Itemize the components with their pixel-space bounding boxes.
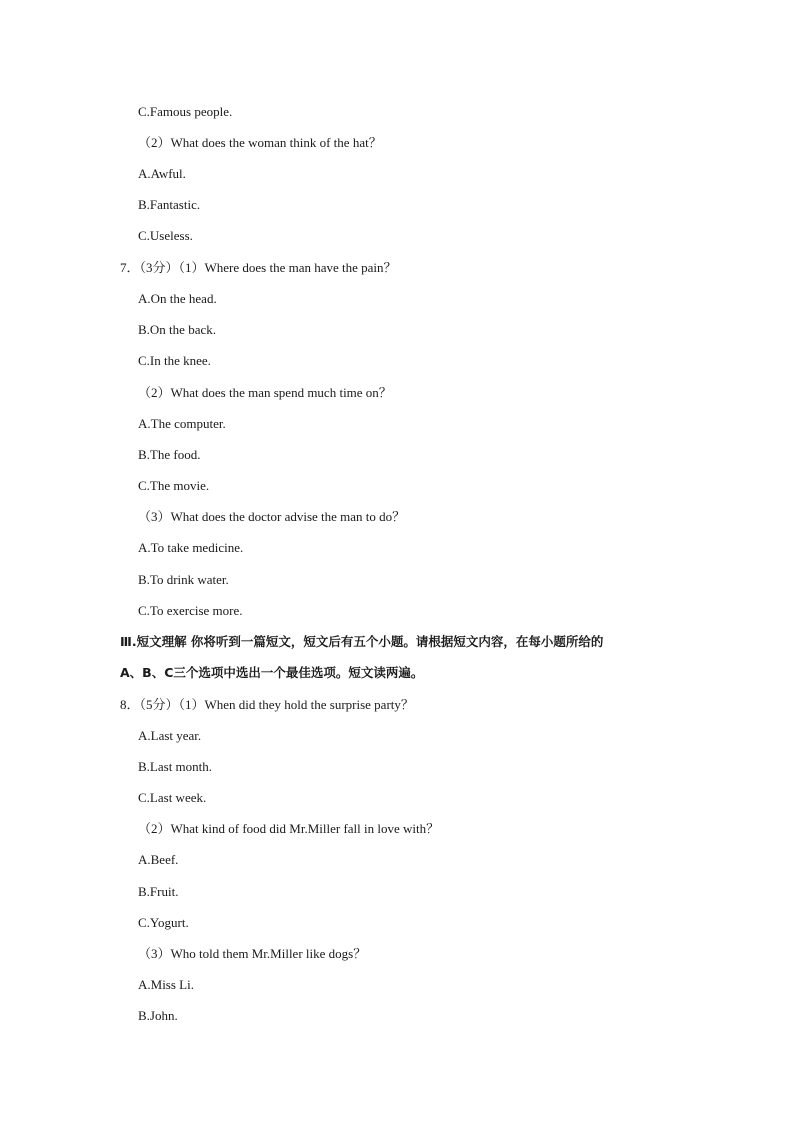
q8-sub2-option-c: C.Yogurt.: [138, 915, 189, 930]
q8-sub2-option-a: A.Beef.: [138, 852, 179, 867]
q8-subquestion-2: （2）What kind of food did Mr.Miller fall in love with？: [138, 821, 440, 836]
q7-subquestion-3: （3）What does the doctor advise the man to do？: [138, 509, 406, 524]
q7-sub3-option-a: A.To take medicine.: [138, 540, 244, 555]
q8-sub1-option-a: A.Last year.: [138, 728, 202, 743]
section-3-heading-line-2: A、B、C三个选项中选出一个最佳选项。短文读两遍。: [120, 665, 424, 680]
q8-stem: 8．（5分）（1）When did they hold the surprise party？: [120, 697, 414, 712]
q7-sub1-option-b: B.On the back.: [138, 322, 216, 337]
q7-sub1-option-a: A.On the head.: [138, 291, 217, 306]
q7-sub3-option-b: B.To drink water.: [138, 572, 229, 587]
q8-subquestion-3: （3）Who told them Mr.Miller like dogs？: [138, 946, 367, 961]
q8-sub1-option-b: B.Last month.: [138, 759, 213, 774]
q6-subquestion-2: （2）What does the woman think of the hat？: [138, 135, 382, 150]
q8-sub2-option-b: B.Fruit.: [138, 884, 179, 899]
q6-sub2-option-b: B.Fantastic.: [138, 197, 201, 212]
q7-sub3-option-c: C.To exercise more.: [138, 603, 243, 618]
q7-sub2-option-a: A.The computer.: [138, 416, 226, 431]
q8-sub3-option-a: A.Miss Li.: [138, 977, 194, 992]
q7-sub2-option-b: B.The food.: [138, 447, 201, 462]
q7-sub1-option-c: C.In the knee.: [138, 353, 211, 368]
q6-option-c: C.Famous people.: [138, 104, 233, 119]
q6-sub2-option-c: C.Useless.: [138, 228, 193, 243]
q6-sub2-option-a: A.Awful.: [138, 166, 186, 181]
q8-sub1-option-c: C.Last week.: [138, 790, 207, 805]
q8-sub3-option-b: B.John.: [138, 1008, 178, 1023]
q7-stem: 7．（3分）（1）Where does the man have the pain？: [120, 260, 397, 275]
q7-sub2-option-c: C.The movie.: [138, 478, 210, 493]
section-3-heading-line-1: Ⅲ.短文理解 你将听到一篇短文，短文后有五个小题。请根据短文内容，在每小题所给的: [120, 634, 604, 649]
q7-subquestion-2: （2）What does the man spend much time on？: [138, 385, 392, 400]
